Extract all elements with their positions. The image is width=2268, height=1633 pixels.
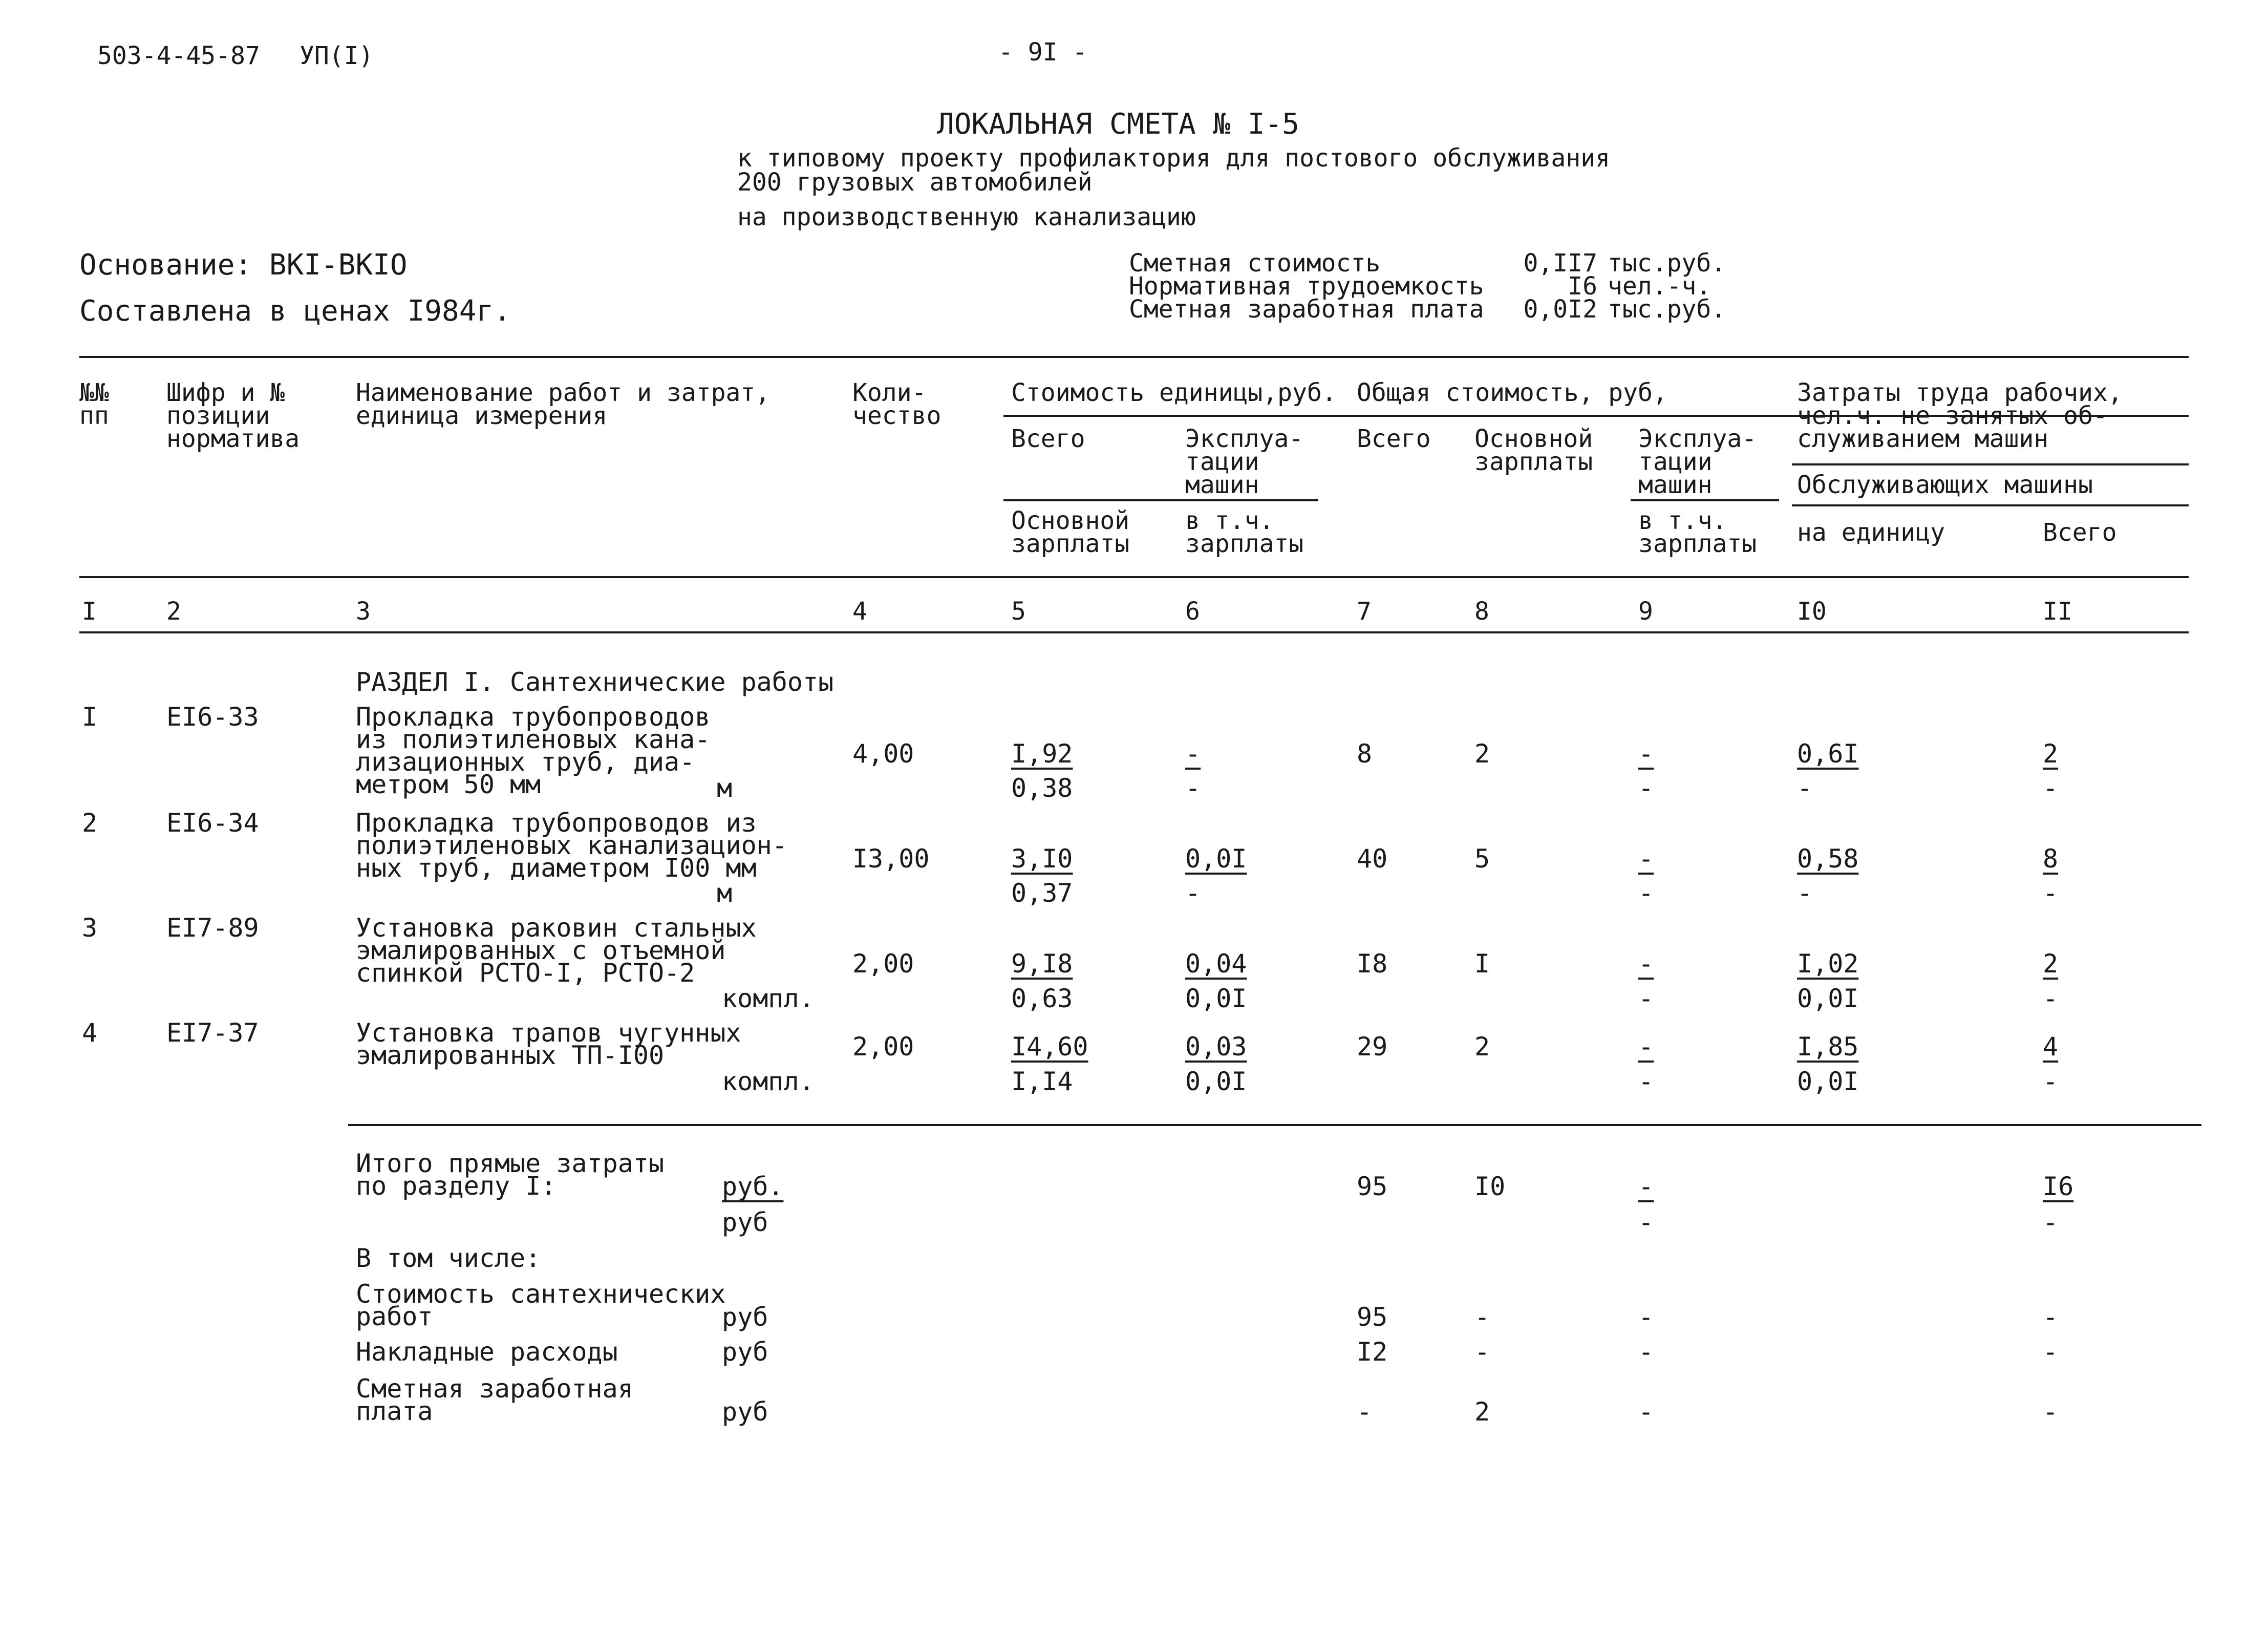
- section-title: РАЗДЕЛ I. Сантехнические работы: [356, 667, 834, 697]
- row-unit-machines: 0,04: [1185, 949, 1247, 979]
- row-work-name: Установка раковин стальных эмалированных с отъемной спинкой РСТО-I, РСТО-2: [356, 913, 757, 988]
- page-title: ЛОКАЛЬНАЯ СМЕТА № I-5: [937, 108, 1300, 141]
- rows-end-rule: [348, 1124, 2201, 1126]
- column-number: I: [82, 597, 97, 626]
- row-quantity: I3,00: [852, 844, 930, 874]
- row-total-wage: 2: [1474, 739, 1490, 769]
- subtotal-labor-total: -: [2043, 1337, 2059, 1367]
- header-total-all: Всего: [1357, 425, 1431, 453]
- subtotal-total-machines: -: [1638, 1302, 1654, 1332]
- subtitle-trucks: 200 грузовых автомобилей: [737, 168, 1093, 197]
- column-number: 4: [852, 597, 867, 626]
- totals-labor-total: I6: [2043, 1172, 2074, 1201]
- row-unit: компл.: [722, 984, 815, 1013]
- wage-label: Сметная заработная плата: [1129, 295, 1484, 324]
- labor-subrule-1: [1792, 463, 2189, 465]
- unit-cost-subrule: [1003, 499, 1318, 501]
- cost-value: 0,II7: [1523, 249, 1597, 278]
- row-unit-machines-wage: -: [1185, 773, 1201, 803]
- row-labor-total: 2: [2043, 949, 2059, 979]
- row-labor-per-unit-sub: -: [1797, 773, 1813, 803]
- header-labor: Затраты труда рабочих, чел.ч. не занятых об- служиванием машин: [1797, 378, 2123, 453]
- header-total-machines-wage: в т.ч. зарплаты: [1638, 506, 1757, 558]
- subtotal-label: Стоимость сантехнических работ: [356, 1279, 726, 1331]
- header-row-number: №№ пп: [79, 378, 109, 430]
- header-labor-serving: Обслуживающих машины: [1797, 471, 2093, 499]
- header-quantity: Коли- чество: [852, 378, 942, 430]
- subtotal-total-wage: 2: [1474, 1397, 1490, 1427]
- row-unit-machines: 0,03: [1185, 1032, 1247, 1062]
- row-unit-total: 9,I8: [1011, 949, 1073, 979]
- cost-unit: тыс.руб.: [1608, 249, 1726, 278]
- totals-total-machines: -: [1638, 1172, 1654, 1201]
- row-total-wage: 2: [1474, 1032, 1490, 1062]
- row-labor-per-unit-sub: 0,0I: [1797, 984, 1859, 1013]
- header-work-name: Наименование работ и затрат, единица измерения: [356, 378, 771, 430]
- row-total-machines-wage: -: [1638, 1067, 1654, 1096]
- subtitle-project: к типовому проекту профилактория для постового обслуживания: [737, 144, 1611, 173]
- header-unit-total: Всего: [1011, 425, 1085, 453]
- row-unit-wage: I,I4: [1011, 1067, 1073, 1096]
- column-number: 2: [166, 597, 181, 626]
- row-labor-per-unit: I,02: [1797, 949, 1859, 979]
- row-labor-total-sub: -: [2043, 773, 2059, 803]
- row-quantity: 2,00: [852, 1032, 914, 1062]
- row-total-machines: -: [1638, 1032, 1654, 1062]
- subtotal-total: -: [1357, 1397, 1373, 1427]
- row-unit: м: [717, 773, 733, 803]
- column-number: 9: [1638, 597, 1653, 626]
- subtotal-total-wage: -: [1474, 1337, 1490, 1367]
- row-total-wage: 5: [1474, 844, 1490, 874]
- column-number: 7: [1357, 597, 1372, 626]
- row-unit-total: 3,I0: [1011, 844, 1073, 874]
- row-labor-per-unit-sub: 0,0I: [1797, 1067, 1859, 1096]
- subtotal-label: Накладные расходы: [356, 1337, 618, 1367]
- row-total: 29: [1357, 1032, 1388, 1062]
- column-number: 3: [356, 597, 371, 626]
- page-number: - 9I -: [998, 38, 1087, 67]
- row-labor-per-unit-sub: -: [1797, 878, 1813, 908]
- header-labor-per-unit: на единицу: [1797, 518, 1945, 547]
- labor-unit: чел.-ч.: [1608, 272, 1711, 301]
- subtotal-labor-total: -: [2043, 1397, 2059, 1427]
- subtotal-total: 95: [1357, 1302, 1388, 1332]
- row-unit-wage: 0,38: [1011, 773, 1073, 803]
- document-code: 503-4-45-87: [97, 41, 260, 70]
- row-quantity: 4,00: [852, 739, 914, 769]
- subtotal-unit: руб: [722, 1397, 768, 1427]
- header-unit-cost: Стоимость единицы,руб.: [1011, 378, 1337, 407]
- row-total: 40: [1357, 844, 1388, 874]
- row-total-machines: -: [1638, 844, 1654, 874]
- row-number: 2: [82, 808, 98, 838]
- row-total-machines-wage: -: [1638, 773, 1654, 803]
- subtotal-total: I2: [1357, 1337, 1388, 1367]
- row-labor-per-unit: 0,6I: [1797, 739, 1859, 769]
- row-total: 8: [1357, 739, 1373, 769]
- column-numbers-rule: [79, 631, 2189, 633]
- basis-text: Основание: ВКI-ВКIO: [79, 248, 408, 282]
- row-total-machines-wage: -: [1638, 878, 1654, 908]
- including-label: В том числе:: [356, 1243, 541, 1273]
- row-labor-total-sub: -: [2043, 878, 2059, 908]
- subtotal-total-wage: -: [1474, 1302, 1490, 1332]
- column-number: 8: [1474, 597, 1489, 626]
- column-number: 6: [1185, 597, 1200, 626]
- row-labor-per-unit: I,85: [1797, 1032, 1859, 1062]
- row-unit-machines-wage: -: [1185, 878, 1201, 908]
- row-unit-wage: 0,37: [1011, 878, 1073, 908]
- totals-unit-rub: руб.: [722, 1172, 784, 1201]
- wage-unit: тыс.руб.: [1608, 295, 1726, 324]
- row-code: EI6-33: [166, 702, 259, 732]
- subtotal-label: Сметная заработная плата: [356, 1374, 633, 1426]
- totals-total: 95: [1357, 1172, 1388, 1201]
- wage-value: 0,0I2: [1523, 295, 1597, 324]
- row-code: EI7-37: [166, 1018, 259, 1048]
- labor-label: Нормативная трудоемкость: [1129, 272, 1484, 301]
- row-unit: компл.: [722, 1067, 815, 1096]
- subtotal-labor-total: -: [2043, 1302, 2059, 1332]
- album-code: УП(I): [299, 41, 374, 70]
- header-total-wage: Основной зарплаты: [1474, 425, 1593, 476]
- table-top-rule: [79, 356, 2189, 358]
- column-number: I0: [1797, 597, 1827, 626]
- row-unit-machines-wage: 0,0I: [1185, 984, 1247, 1013]
- row-number: I: [82, 702, 98, 732]
- row-code: EI6-34: [166, 808, 259, 838]
- header-code: Шифр и № позиции норматива: [166, 378, 300, 453]
- row-total: I8: [1357, 949, 1388, 979]
- row-unit-wage: 0,63: [1011, 984, 1073, 1013]
- row-quantity: 2,00: [852, 949, 914, 979]
- totals-labor-total-sub: -: [2043, 1207, 2059, 1237]
- column-number: 5: [1011, 597, 1026, 626]
- totals-unit-rub-2: руб: [722, 1207, 768, 1237]
- row-unit-total: I4,60: [1011, 1032, 1088, 1062]
- row-unit-machines: -: [1185, 739, 1201, 769]
- subtotal-unit: руб: [722, 1337, 768, 1367]
- column-number: II: [2043, 597, 2072, 626]
- row-total-machines: -: [1638, 949, 1654, 979]
- row-code: EI7-89: [166, 913, 259, 943]
- subtotal-total-machines: -: [1638, 1397, 1654, 1427]
- header-bottom-rule: [79, 576, 2189, 578]
- totals-total-wage: I0: [1474, 1172, 1506, 1201]
- subtotal-unit: руб: [722, 1302, 768, 1332]
- row-labor-total: 8: [2043, 844, 2059, 874]
- row-total-machines-wage: -: [1638, 984, 1654, 1013]
- row-work-name: Прокладка трубопроводов из полиэтиленовых кана- лизационных труб, диа- метром 50 мм: [356, 702, 711, 799]
- row-labor-total: 2: [2043, 739, 2059, 769]
- subtotal-total-machines: -: [1638, 1337, 1654, 1367]
- row-unit: м: [717, 878, 733, 908]
- row-unit-machines: 0,0I: [1185, 844, 1247, 874]
- row-unit-total: I,92: [1011, 739, 1073, 769]
- subtitle-sewerage: на производственную канализацию: [737, 203, 1196, 231]
- row-labor-total-sub: -: [2043, 1067, 2059, 1096]
- row-work-name: Прокладка трубопроводов из полиэтиленовых канализацион- ных труб, диаметром I00 мм: [356, 808, 787, 883]
- row-unit-machines-wage: 0,0I: [1185, 1067, 1247, 1096]
- row-labor-per-unit: 0,58: [1797, 844, 1859, 874]
- cost-group-rule: [1003, 415, 1792, 417]
- labor-value: I6: [1568, 272, 1597, 301]
- header-unit-machines: Эксплуа- тации машин: [1185, 425, 1304, 499]
- totals-label: Итого прямые затраты по разделу I:: [356, 1149, 665, 1201]
- row-total-wage: I: [1474, 949, 1490, 979]
- totals-total-machines-wage: -: [1638, 1207, 1654, 1237]
- header-labor-total: Всего: [2043, 518, 2117, 547]
- row-labor-total: 4: [2043, 1032, 2059, 1062]
- header-unit-machines-wage: в т.ч. зарплаты: [1185, 506, 1304, 558]
- header-total-machines: Эксплуа- тации машин: [1638, 425, 1757, 499]
- row-number: 3: [82, 913, 98, 943]
- total-mach-subrule: [1631, 499, 1779, 501]
- row-work-name: Установка трапов чугунных эмалированных ТП-I00: [356, 1018, 741, 1070]
- cost-label: Сметная стоимость: [1129, 249, 1381, 278]
- row-number: 4: [82, 1018, 98, 1048]
- header-total-cost: Общая стоимость, руб,: [1357, 378, 1667, 407]
- row-total-machines: -: [1638, 739, 1654, 769]
- prices-text: Составлена в ценах I984г.: [79, 294, 511, 328]
- header-unit-wage: Основной зарплаты: [1011, 506, 1130, 558]
- labor-subrule-2: [1792, 504, 2189, 506]
- row-labor-total-sub: -: [2043, 984, 2059, 1013]
